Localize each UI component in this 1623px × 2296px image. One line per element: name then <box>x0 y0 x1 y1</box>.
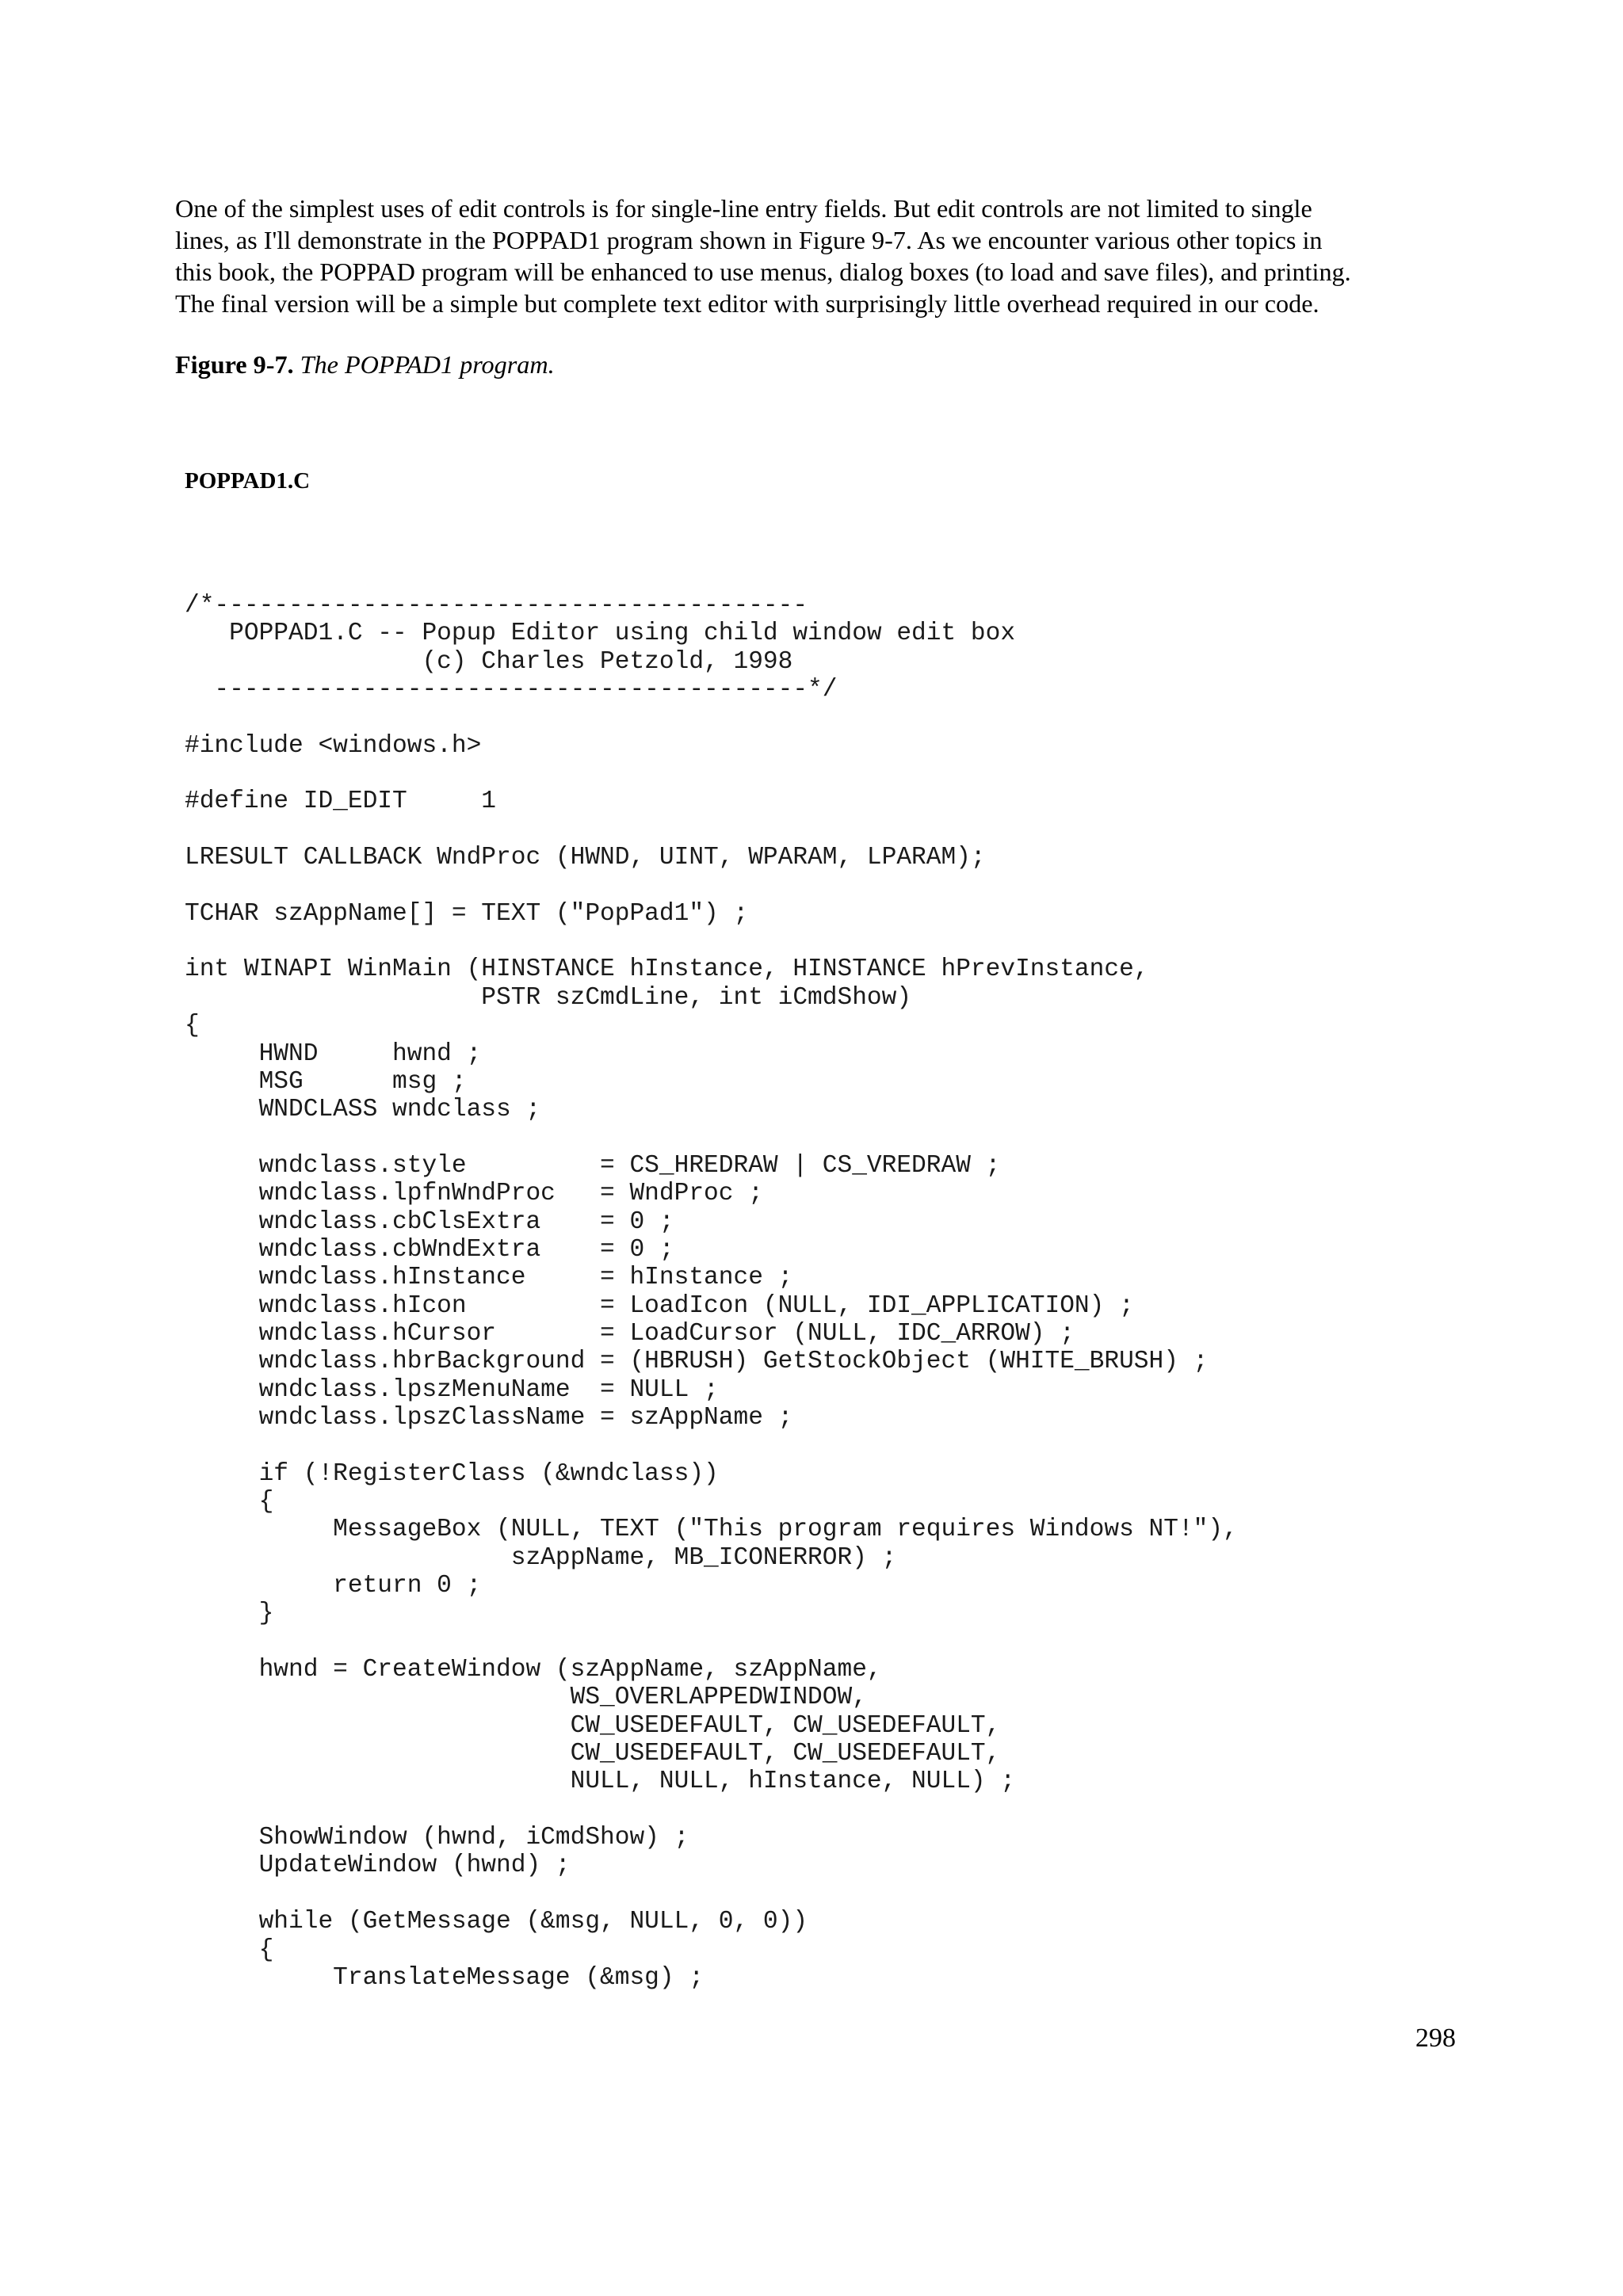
code-line: MSG msg ; <box>185 1067 467 1096</box>
code-line: wndclass.cbClsExtra = 0 ; <box>185 1207 674 1236</box>
figure-title: The POPPAD1 program. <box>300 350 555 379</box>
code-line: wndclass.hbrBackground = (HBRUSH) GetStockObject (WHITE_BRUSH) ; <box>185 1348 1209 1376</box>
code-line <box>185 1432 1238 1459</box>
paragraph-line: The final version will be a simple but complete text editor with surprisingly little overhead required in our code. <box>175 289 1319 318</box>
code-line: (c) Charles Petzold, 1998 <box>185 647 793 676</box>
code-line <box>185 1124 1238 1152</box>
code-line: int WINAPI WinMain (HINSTANCE hInstance, HINSTANCE hPrevInstance, <box>185 955 1149 984</box>
paragraph-line: this book, the POPPAD program will be enhanced to use menus, dialog boxes (to load and save files), and printing. <box>175 257 1351 286</box>
code-line: CW_USEDEFAULT, CW_USEDEFAULT, <box>185 1711 1001 1740</box>
code-line <box>185 1880 1238 1908</box>
code-line: return 0 ; <box>185 1572 482 1600</box>
code-line: HWND hwnd ; <box>185 1039 482 1068</box>
code-line: #define ID_EDIT 1 <box>185 788 497 816</box>
code-line: POPPAD1.C -- Popup Editor using child window edit box <box>185 620 1016 648</box>
code-line: wndclass.cbWndExtra = 0 ; <box>185 1235 674 1264</box>
code-line: ----------------------------------------*/ <box>185 676 838 704</box>
code-line: wndclass.lpszClassName = szAppName ; <box>185 1403 793 1432</box>
code-line: #include <windows.h> <box>185 731 482 760</box>
code-file-title: POPPAD1.C <box>185 468 311 494</box>
code-line: UpdateWindow (hwnd) ; <box>185 1852 571 1880</box>
code-line <box>185 704 1238 731</box>
paragraph-line: lines, as I'll demonstrate in the POPPAD1 program shown in Figure 9-7. As we encounter various other topics in <box>175 226 1323 254</box>
code-line: MessageBox (NULL, TEXT ("This program requires Windows NT!"), <box>185 1516 1238 1544</box>
code-line: while (GetMessage (&msg, NULL, 0, 0)) <box>185 1908 808 1936</box>
figure-caption <box>175 349 555 380</box>
page-number: 298 <box>1415 2023 1456 2053</box>
code-line: CW_USEDEFAULT, CW_USEDEFAULT, <box>185 1740 1001 1768</box>
code-line: ShowWindow (hwnd, iCmdShow) ; <box>185 1824 689 1852</box>
code-line: wndclass.hInstance = hInstance ; <box>185 1264 793 1292</box>
code-line <box>185 1628 1238 1656</box>
code-line: if (!RegisterClass (&wndclass)) <box>185 1459 719 1488</box>
code-line: } <box>185 1600 274 1628</box>
code-line: wndclass.lpszMenuName = NULL ; <box>185 1375 719 1404</box>
code-line: wndclass.style = CS_HREDRAW | CS_VREDRAW ; <box>185 1151 1001 1180</box>
code-line: LRESULT CALLBACK WndProc (HWND, UINT, WPARAM, LPARAM); <box>185 844 986 872</box>
code-line: TranslateMessage (&msg) ; <box>185 1963 705 1992</box>
code-line <box>185 928 1238 955</box>
code-line: /*---------------------------------------- <box>185 592 808 620</box>
paragraph-line: One of the simplest uses of edit controls is for single-line entry fields. But edit controls are not limited to single <box>175 194 1312 223</box>
code-line: { <box>185 1488 274 1516</box>
code-line: TCHAR szAppName[] = TEXT ("PopPad1") ; <box>185 899 749 928</box>
code-line: wndclass.lpfnWndProc = WndProc ; <box>185 1180 763 1208</box>
intro-paragraph <box>175 193 1467 319</box>
code-line <box>185 816 1238 844</box>
code-line: WS_OVERLAPPEDWINDOW, <box>185 1684 867 1712</box>
code-line <box>185 871 1238 899</box>
code-line <box>185 760 1238 788</box>
code-line: { <box>185 1936 274 1964</box>
figure-label: Figure 9-7. <box>175 350 294 379</box>
code-line: hwnd = CreateWindow (szAppName, szAppName, <box>185 1656 882 1684</box>
code-line: wndclass.hIcon = LoadIcon (NULL, IDI_APPLICATION) ; <box>185 1291 1134 1320</box>
code-line: { <box>185 1012 200 1040</box>
code-listing <box>185 592 1238 1992</box>
code-line <box>185 1796 1238 1824</box>
code-line: WNDCLASS wndclass ; <box>185 1096 541 1124</box>
code-line: szAppName, MB_ICONERROR) ; <box>185 1543 897 1572</box>
code-line: wndclass.hCursor = LoadCursor (NULL, IDC_ARROW) ; <box>185 1319 1075 1348</box>
code-line: NULL, NULL, hInstance, NULL) ; <box>185 1768 1016 1796</box>
code-line: PSTR szCmdLine, int iCmdShow) <box>185 983 912 1012</box>
